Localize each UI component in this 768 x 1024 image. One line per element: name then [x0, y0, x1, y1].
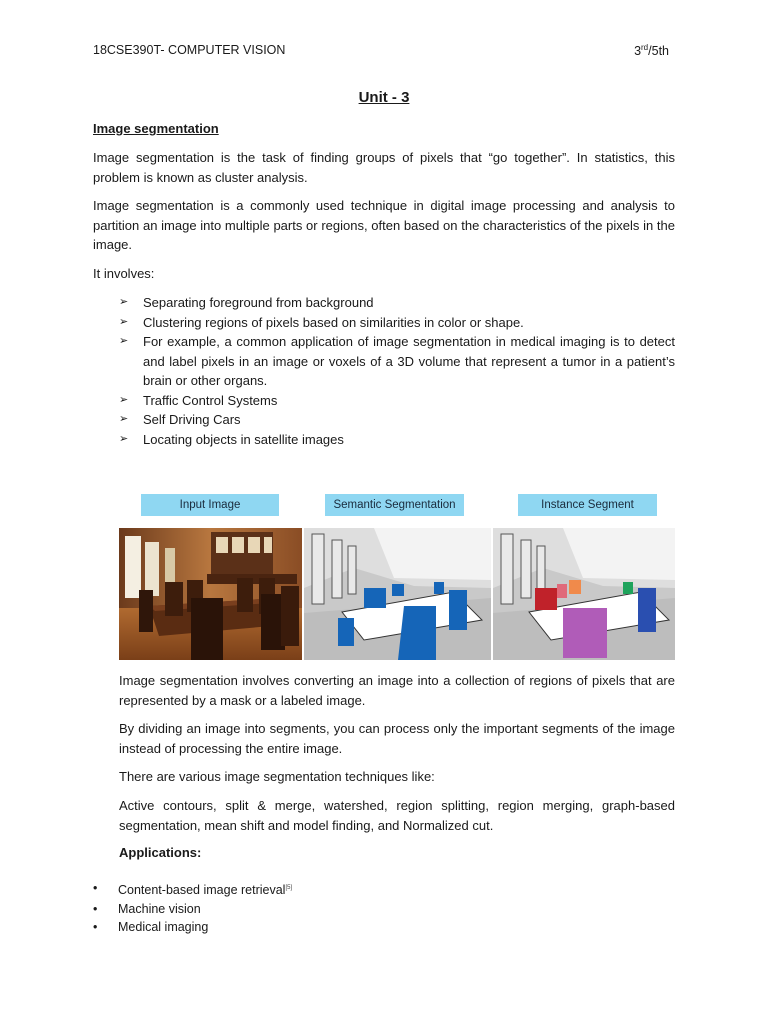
section-heading: Image segmentation [93, 121, 219, 136]
arrow-bullet-icon: ➢ [119, 413, 129, 425]
application-text: Machine vision [118, 901, 201, 916]
list-item [93, 900, 292, 919]
body-paragraph-3: There are various image segmentation techniques like: [119, 769, 435, 784]
applications-list [93, 879, 292, 937]
dining-room-photo [119, 528, 302, 660]
year-number: 3 [634, 44, 642, 59]
semantic-segmentation-render [304, 528, 491, 660]
caption-input-image: Input Image [141, 494, 279, 516]
arrow-bullet-icon: ➢ [119, 432, 129, 445]
instance-segmentation-render [493, 528, 675, 660]
citation-link[interactable]: [5] [285, 885, 293, 891]
arrow-bullet-icon: ➢ [119, 393, 129, 406]
unit-title: Unit - 3 [358, 89, 410, 106]
segmentation-figure [119, 494, 675, 662]
semantic-segmentation-image [304, 528, 491, 660]
list-item: ➢ Locating objects in satellite images [119, 430, 675, 450]
instance-segmentation-image [493, 528, 675, 660]
intro-paragraph-1: Image segmentation is the task of finding groups of pixels that “go together”. In statistics, this problem is known as cluster analysis. [93, 150, 675, 185]
list-item: ➢ Traffic Control Systems [119, 391, 675, 411]
year-suffix: rd [641, 43, 649, 52]
input-image [119, 528, 302, 660]
list-item: ➢ Separating foreground from background [119, 293, 675, 313]
course-header: 18CSE390T- COMPUTER VISION [93, 43, 286, 57]
application-text: Medical imaging [118, 920, 209, 935]
bullet-icon: • [93, 881, 98, 895]
semester-number: /5th [648, 44, 669, 59]
list-item [93, 918, 292, 937]
body-paragraph-2: By dividing an image into segments, you can process only the important segments of the image instead of processing the entire image. [119, 721, 675, 756]
list-item: ➢ Clustering regions of pixels based on similarities in color or shape. [119, 313, 675, 333]
list-item [93, 879, 292, 900]
arrow-bullet-icon: ➢ [119, 335, 129, 347]
caption-semantic-segmentation: Semantic Segmentation [325, 494, 464, 516]
involves-label: It involves: [93, 266, 155, 281]
arrow-bullet-icon: ➢ [119, 315, 129, 328]
application-text: Content-based image retrieval [118, 883, 286, 898]
intro-paragraph-2: Image segmentation is a commonly used technique in digital image processing and analysis to partition an image into multiple parts or regions, often based on the characteristics of the pixels in the image. [93, 198, 675, 252]
arrow-bullet-icon: ➢ [119, 296, 129, 308]
involves-list [119, 293, 675, 449]
bullet-icon: • [93, 920, 98, 935]
bullet-icon: • [93, 901, 98, 916]
body-paragraph-1: Image segmentation involves converting an image into a collection of regions of pixels that are represented by a mask or a labeled image. [119, 673, 675, 708]
techniques-paragraph: Active contours, split & merge, watershed, region splitting, region merging, graph-based segmentation, mean shift and model finding, and Normalized cut. [119, 798, 675, 833]
applications-heading: Applications: [119, 845, 202, 860]
list-item: ➢ Self Driving Cars [119, 410, 675, 430]
semester-header [634, 43, 669, 58]
caption-instance-segment: Instance Segment [518, 494, 657, 516]
list-item: ➢ For example, a common application of image segmentation in medical imaging is to detect and label pixels in an image or voxels of a 3D volume that represent a tumor in a patient’s brain or other organs. [119, 334, 675, 388]
